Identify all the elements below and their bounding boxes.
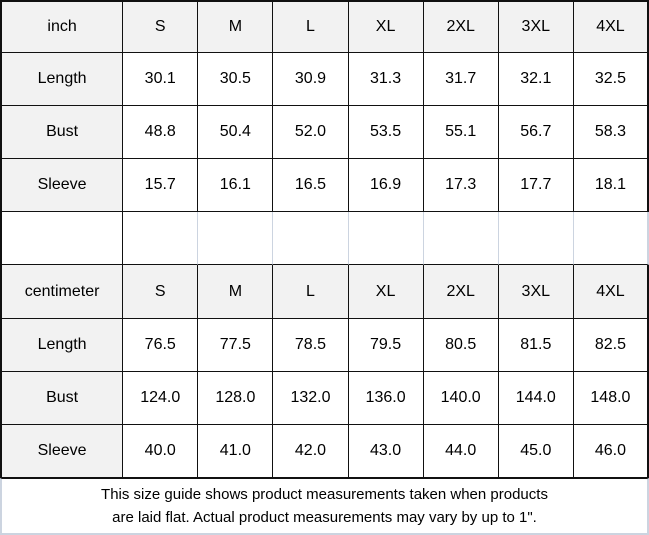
value-cell: 16.5 xyxy=(273,159,348,212)
value-cell: 136.0 xyxy=(349,372,424,425)
value-cell: 81.5 xyxy=(499,319,574,372)
value-cell: 55.1 xyxy=(424,106,499,159)
value-cell: 56.7 xyxy=(499,106,574,159)
inch-header-row xyxy=(0,0,649,53)
inch-sleeve-row xyxy=(0,159,649,212)
value-cell: 77.5 xyxy=(198,319,273,372)
value-cell: 31.7 xyxy=(424,53,499,106)
value-cell: 46.0 xyxy=(574,425,649,478)
spacer-cell xyxy=(424,212,499,265)
value-cell: 48.8 xyxy=(123,106,198,159)
row-label: Sleeve xyxy=(0,159,123,212)
value-cell: 16.9 xyxy=(349,159,424,212)
value-cell: 32.1 xyxy=(499,53,574,106)
value-cell: 42.0 xyxy=(273,425,348,478)
note-line-1: This size guide shows product measurements taken when products xyxy=(101,485,548,503)
value-cell: 40.0 xyxy=(123,425,198,478)
value-cell: 52.0 xyxy=(273,106,348,159)
spacer-cell xyxy=(499,212,574,265)
value-cell: 44.0 xyxy=(424,425,499,478)
row-label: Length xyxy=(0,319,123,372)
spacer-row xyxy=(0,212,649,265)
row-label: Length xyxy=(0,53,123,106)
spacer-cell xyxy=(273,212,348,265)
size-header-3xl: 3XL xyxy=(499,0,574,53)
size-header-4xl: 4XL xyxy=(574,265,649,318)
value-cell: 30.9 xyxy=(273,53,348,106)
value-cell: 124.0 xyxy=(123,372,198,425)
row-label: Bust xyxy=(0,106,123,159)
value-cell: 80.5 xyxy=(424,319,499,372)
note-line-2: are laid flat. Actual product measurements may vary by up to 1". xyxy=(112,508,537,526)
centimeter-header-row xyxy=(0,265,649,318)
value-cell: 15.7 xyxy=(123,159,198,212)
value-cell: 16.1 xyxy=(198,159,273,212)
value-cell: 53.5 xyxy=(349,106,424,159)
value-cell: 32.5 xyxy=(574,53,649,106)
value-cell: 58.3 xyxy=(574,106,649,159)
size-header-m: M xyxy=(198,0,273,53)
unit-label-inch: inch xyxy=(0,0,123,53)
value-cell: 17.3 xyxy=(424,159,499,212)
cm-bust-row xyxy=(0,372,649,425)
note-row xyxy=(0,478,649,535)
row-label: Sleeve xyxy=(0,425,123,478)
size-header-3xl: 3XL xyxy=(499,265,574,318)
spacer-cell xyxy=(574,212,649,265)
size-header-s: S xyxy=(123,0,198,53)
unit-label-centimeter: centimeter xyxy=(0,265,123,318)
inch-length-row xyxy=(0,53,649,106)
size-header-4xl: 4XL xyxy=(574,0,649,53)
spacer-cell xyxy=(349,212,424,265)
value-cell: 144.0 xyxy=(499,372,574,425)
value-cell: 17.7 xyxy=(499,159,574,212)
value-cell: 43.0 xyxy=(349,425,424,478)
value-cell: 50.4 xyxy=(198,106,273,159)
value-cell: 128.0 xyxy=(198,372,273,425)
value-cell: 45.0 xyxy=(499,425,574,478)
size-guide-note xyxy=(4,483,645,530)
value-cell: 76.5 xyxy=(123,319,198,372)
size-header-m: M xyxy=(198,265,273,318)
value-cell: 30.5 xyxy=(198,53,273,106)
value-cell: 79.5 xyxy=(349,319,424,372)
size-header-s: S xyxy=(123,265,198,318)
value-cell: 132.0 xyxy=(273,372,348,425)
value-cell: 30.1 xyxy=(123,53,198,106)
value-cell: 82.5 xyxy=(574,319,649,372)
value-cell: 140.0 xyxy=(424,372,499,425)
cm-sleeve-row xyxy=(0,425,649,478)
cm-length-row xyxy=(0,319,649,372)
note-cell xyxy=(0,478,649,535)
spacer-cell xyxy=(123,212,198,265)
value-cell: 31.3 xyxy=(349,53,424,106)
value-cell: 41.0 xyxy=(198,425,273,478)
inch-bust-row xyxy=(0,106,649,159)
value-cell: 148.0 xyxy=(574,372,649,425)
size-header-xl: XL xyxy=(349,0,424,53)
size-header-2xl: 2XL xyxy=(424,265,499,318)
size-header-2xl: 2XL xyxy=(424,0,499,53)
size-header-l: L xyxy=(273,0,348,53)
value-cell: 78.5 xyxy=(273,319,348,372)
value-cell: 18.1 xyxy=(574,159,649,212)
spacer-cell xyxy=(198,212,273,265)
size-header-l: L xyxy=(273,265,348,318)
row-label: Bust xyxy=(0,372,123,425)
spacer-cell xyxy=(0,212,123,265)
size-header-xl: XL xyxy=(349,265,424,318)
